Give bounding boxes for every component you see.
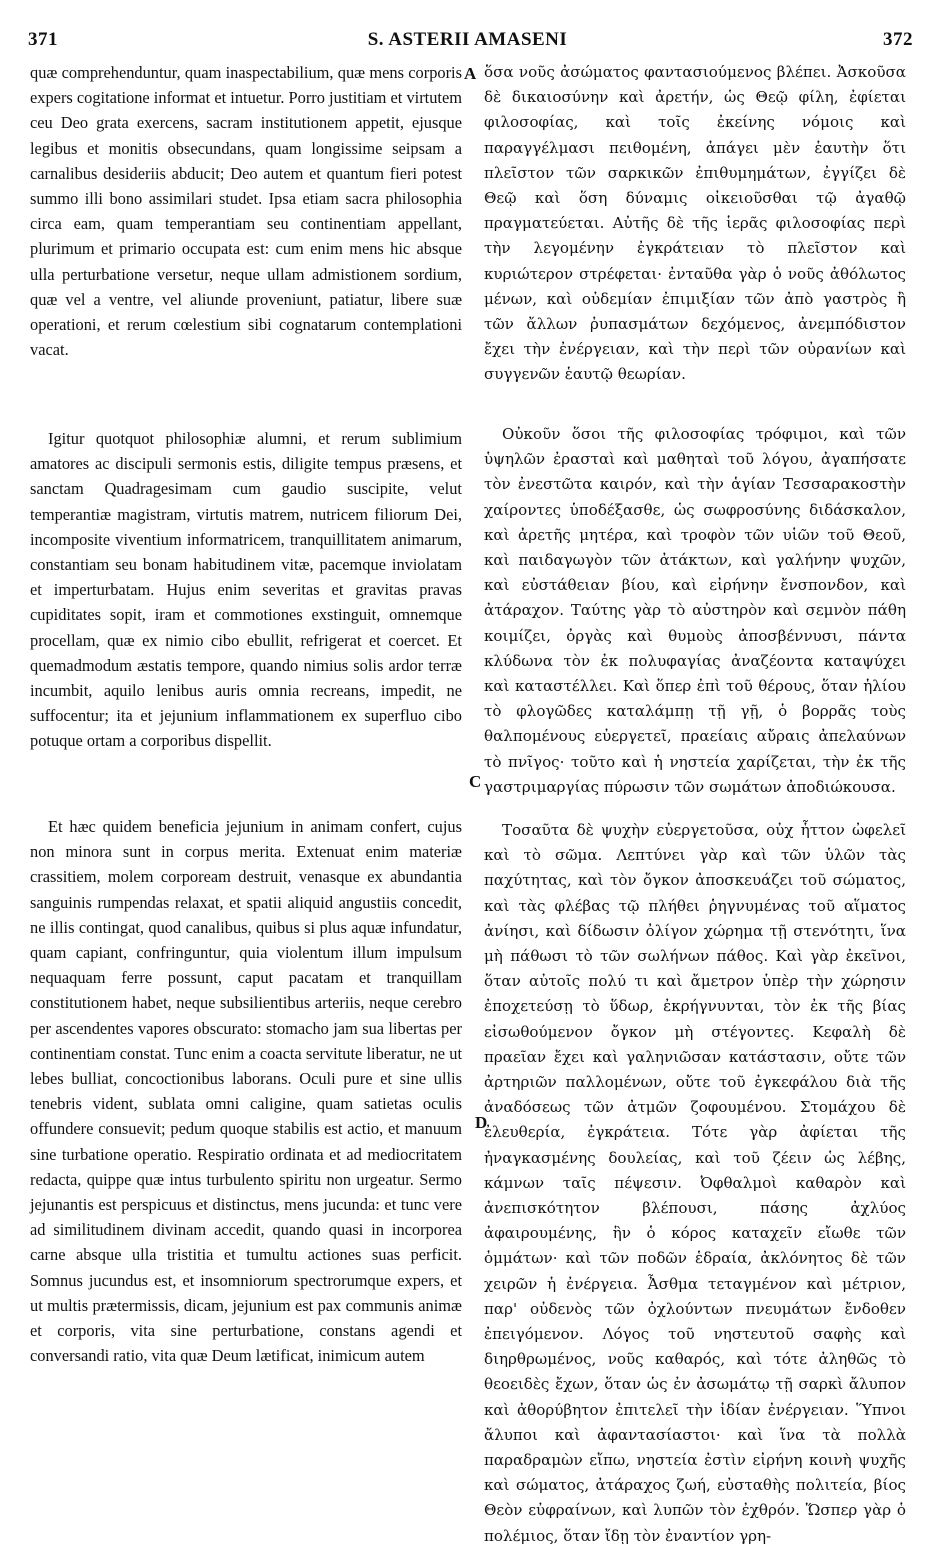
margin-marker-c: C	[469, 772, 482, 791]
greek-paragraph-3-text: Τοσαῦτα δὲ ψυχὴν εὐεργετοῦσα, οὐχ ἧττον ὠφελεῖ καὶ τὸ σῶμα. Λεπτύνει γὰρ καὶ τῶν ὑλῶν τὰς παχύτητας, καὶ τὸν ὄγκον ἀποσκευάζει τοῦ σώματος, καὶ τὰς φλέβας τῷ πλήθει ῥηγνυμένας τοῦ αἵματος ἀνίησι, καὶ δίδωσιν ὀλίγον χώρημα τῇ στενότητι, ἵνα μὴ πάθωσι τὸ τῶν σωλήνων πάθος. Καὶ γὰρ ἐκεῖνοι, ὅταν αὐτοῖς πολύ τι καὶ ἄμετρον ὑπὲρ τὴν χώρησιν ἐποχετεύσῃ τὸ ὕδωρ, ἐκρήγνυνται, τὸν ἐκ τῆς βίας εἰσωθούμενον ὄγκον μὴ στέγοντες. Κεφαλὴ δὲ πραεῖαν ἔχει καὶ γαληνιῶσαν κατάστασιν, οὔτε τῶν ἀρτηριῶν παλλομένων, οὔτε τοῦ ἐγκεφάλου διὰ τῆς ἀναδόσεως τῶν ἀτμῶν ζοφουμένου. Στομάχου δὲ ἐλευθερία, ἐγκράτεια. Τότε γὰρ ἀφίεται τῆς ἠναγκασμένης δουλείας, καὶ τοῦ ζέειν ὡς λέβης, κάμνων ταῖς πέψεσιν. Ὀφθαλμοὶ καθαρὸν καὶ ἀνεπισκότητον βλέπουσι, πάσης ἀχλύος ἀφαιρουμένης, ἣν ὁ κόρος καταχεῖν εἴωθε τῶν ὀμμάτων· καὶ τῶν ποδῶν ἑδραία, ἀκλόνητος δὲ τῶν χειρῶν ἡ ἐνέργεια. Ἆσθμα τεταγμένον καὶ μέτριον, παρ' οὐδενὸς τῶν ὀχλούντων πνευμάτων ἔνδοθεν ἐπειγόμενον. Λόγος τοῦ νηστευτοῦ σαφὴς καὶ διηρθρωμένος, νοῦς καθαρός, καὶ τότε ἀληθῶς τὸ θεοειδὲς ἔχων, ὅταν ὡς ἐν ἀσωμάτῳ τῇ σαρκὶ ἄλυπον καὶ ἀθορύβητον ἐπιτελεῖ τὴν ἰδίαν ἐνέργειαν. Ὕπνοι ἄλυποι καὶ ἀφαντασίαστοι· καὶ ἵνα τὰ πολλὰ παραδραμὼν εἴπω, νηστεία ἐστὶν εἰρήνη κοινὴ ψυχῆς καὶ σώματος, ἀτάραχος ζωή, εὐσταθὴς πολιτεία, βίος Θεὸν εὐφραίνων, καὶ λυπῶν τὸν ἐχθρόν. Ὥσπερ γὰρ ὁ πολέμιος, ὅταν ἴδῃ τὸν ἐναντίον γρη-	[484, 821, 906, 1545]
page-header	[0, 29, 935, 51]
margin-marker-a: A	[464, 64, 477, 83]
greek-paragraph-1	[484, 60, 906, 388]
greek-paragraph-2-text: Οὐκοῦν ὅσοι τῆς φιλοσοφίας τρόφιμοι, καὶ τῶν ὑψηλῶν ἐρασταὶ καὶ μαθηταὶ τοῦ λόγου, ἀγαπήσατε τὸν ἐνεστῶτα καιρόν, καὶ τὴν ἁγίαν Τεσσαρακοστὴν χαίροντες ὑποδέξασθε, ὡς σωφροσύνης διδάσκαλον, καὶ ἀρετῆς μητέρα, καὶ τροφὸν τῶν υἱῶν τοῦ Θεοῦ, καὶ παιδαγωγὸν τῶν ἀτάκτων, καὶ γαλήνην ψυχῶν, καὶ εὐστάθειαν βίου, καὶ εἰρήνην ἔνσπονδον, καὶ ἀτάραχον. Ταύτης γὰρ τὸ αὐστηρὸν καὶ σεμνὸν πάθη κοιμίζει, ὀργὰς καὶ θυμοὺς ἀποσβέννυσι, πάντα κλύδωνα τὸν ἐκ πολυφαγίας ἀναζέοντα καταψύχει καὶ καταστέλλει. Καὶ ὅπερ ἐπὶ τοῦ θέρους, ὅταν ἡλίου τὸ φλογῶδες καταλάμπῃ τῇ γῇ, ὁ βορρᾶς τοὺς θαλπομένους εὐεργετεῖ, πραείαις αὔραις ἀπελαύνων τὸ πνῖγος· τοῦτο καὶ ἡ νηστεία χαρίζεται, τὴν ἐκ τῆς γαστριμαργίας πύρωσιν τῶν σωμάτων ἀποδιώκουσα.	[484, 425, 906, 796]
page-number-left: 371	[28, 29, 58, 50]
latin-paragraph-1	[30, 60, 462, 362]
latin-paragraph-3	[30, 814, 462, 1368]
latin-paragraph-2-text: Igitur quotquot philosophiæ alumni, et rerum sublimium amatores ac discipuli sermonis estis, diligite tempus præsens, et sanctam Quadragesimam cum gaudio suscipite, velut temperantiæ magistram, virtutis matrem, nutricem filiorum Dei, incomposite viventium informatricem, tranquillitatem animarum, constantiam seu bonam habitudinem vitæ, pacemque inviolatam et imperturbatam. Hujus enim severitas et gravitas pravas cupiditates sopit, iram et commotiones exstinguit, omnemque procellam, quæ ex nimio cibo ebullit, refrigerat et coercet. Et quemadmodum æstatis tempore, quando nimius solis ardor terræ incumbit, aquilo lenibus auris omnia recreans, impedit, ne suffocentur; ita et jejunium inflammationem ex superfluo cibo potuque ortam a corporibus dispellit.	[30, 429, 462, 751]
latin-paragraph-3-text: Et hæc quidem beneficia jejunium in animam confert, cujus non minora sunt in corpus merita. Extenuat enim materiæ crassitiem, molem corpoream destruit, venasque ex abundantia sanguinis rumpendas relaxat, et spatii aliquid angustiis concedit, ne illis contingat, quod canalibus, quibus si plus aquæ infundatur, quam capiant, confringuntur, quia violentum illum impulsum nequaquam ferre possunt, caput pacatam et tranquillam constitutionem habet, neque subsilientibus arteriis, neque cerebro per ascendentes vapores obscurato: stomacho jam sua libertas per continentiam constat. Tunc enim a coacta servitute liberatur, ne ut lebes bulliat, concoctionibus laborans. Oculi pure et sine ullis tenebris vident, sublata omni caligine, quam satietas oculis offundere consuevit; pedum quoque stabilis est actio, et manuum sine turbatione operatio. Respiratio ordinata et ad mediocritatem redacta, quippe quæ intus turbulento spiritu non urgeatur. Sermo jejunantis est perspicuus et distinctus, mens jucunda: et tunc vere ad similitudinem divinam accedit, quando quasi in incorporea carne absque ulla tristitia et tumultu actiones suas perficit. Somnus jucundus est, et insomniorum spectrorumque expers, et ut multis prætermissis, dicam, jejunium est pax communis animæ et corporis, vita sine perturbatione, constans agendi et conversandi ratio, vita quæ Deum lætificat, inimicum autem	[30, 817, 462, 1366]
page-number-right: 372	[883, 29, 913, 50]
running-title: S. ASTERII AMASENI	[367, 29, 568, 50]
greek-paragraph-2	[484, 422, 906, 800]
greek-paragraph-3	[484, 818, 906, 1549]
margin-marker-d: D	[475, 1113, 488, 1132]
latin-paragraph-2	[30, 426, 462, 754]
greek-paragraph-1-text: ὅσα νοῦς ἀσώματος φαντασιούμενος βλέπει. Ἀσκοῦσα δὲ δικαιοσύνην καὶ ἀρετήν, ὡς Θεῷ φίλη, ἐφίεται φιλοσοφίας, καὶ τοῖς ἐκείνης νόμοις καὶ παραγγέλμασι πειθομένη, ἀπάγει μὲν ἑαυτὴν ὅτι πλεῖστον τῶν σαρκικῶν ἐπιθυμημάτων, ἐγγίζει δὲ Θεῷ καὶ ὅση δύναμις οἰκειοῦσθαι τῷ ἀγαθῷ πραγματεύεται. Αὐτῆς δὲ τῆς ἱερᾶς φιλοσοφίας περὶ τὴν λεγομένην ἐγκράτειαν τὸ πλεῖστον καὶ κυριώτερον στρέφεται· ἐνταῦθα γὰρ ὁ νοῦς ἀθόλωτος μένων, καὶ οὐδεμίαν ἐπιμιξίαν τῶν ἀπὸ γαστρὸς ἢ τῶν ἄλλων ῥυπασμάτων δεχόμενος, ἀνεμπόδιστον ἔχει τὴν ἐνέργειαν, καὶ τὴν περὶ τῶν οὐρανίων καὶ συγγενῶν ἑαυτῷ θεωρίαν.	[484, 63, 906, 384]
latin-paragraph-1-text: quæ comprehenduntur, quam inaspectabilium, quæ mens corporis expers cogitatione informat et intuetur. Porro justitiam et virtutem ceu Deo grata exercens, sacram institutionem appetit, ejusque legibus et monitis obsecundans, quam longissime seipsam a carnalibus desideriis abducit; Deo autem et quantum fieri potest summo illi bono assimilari studet. Ipsa etiam sacra philosophia circa eam, quam temperantiam seu continentiam appellant, plurimum et primario occupata est: cum enim mens hic absque ulla perturbatione versetur, neque ullam admistionem sordium, quæ vel a ventre, vel aliunde proveniunt, patiatur, libere suæ operationi, et rerum cœlestium sibi cognatarum contemplationi vacat.	[30, 63, 462, 360]
